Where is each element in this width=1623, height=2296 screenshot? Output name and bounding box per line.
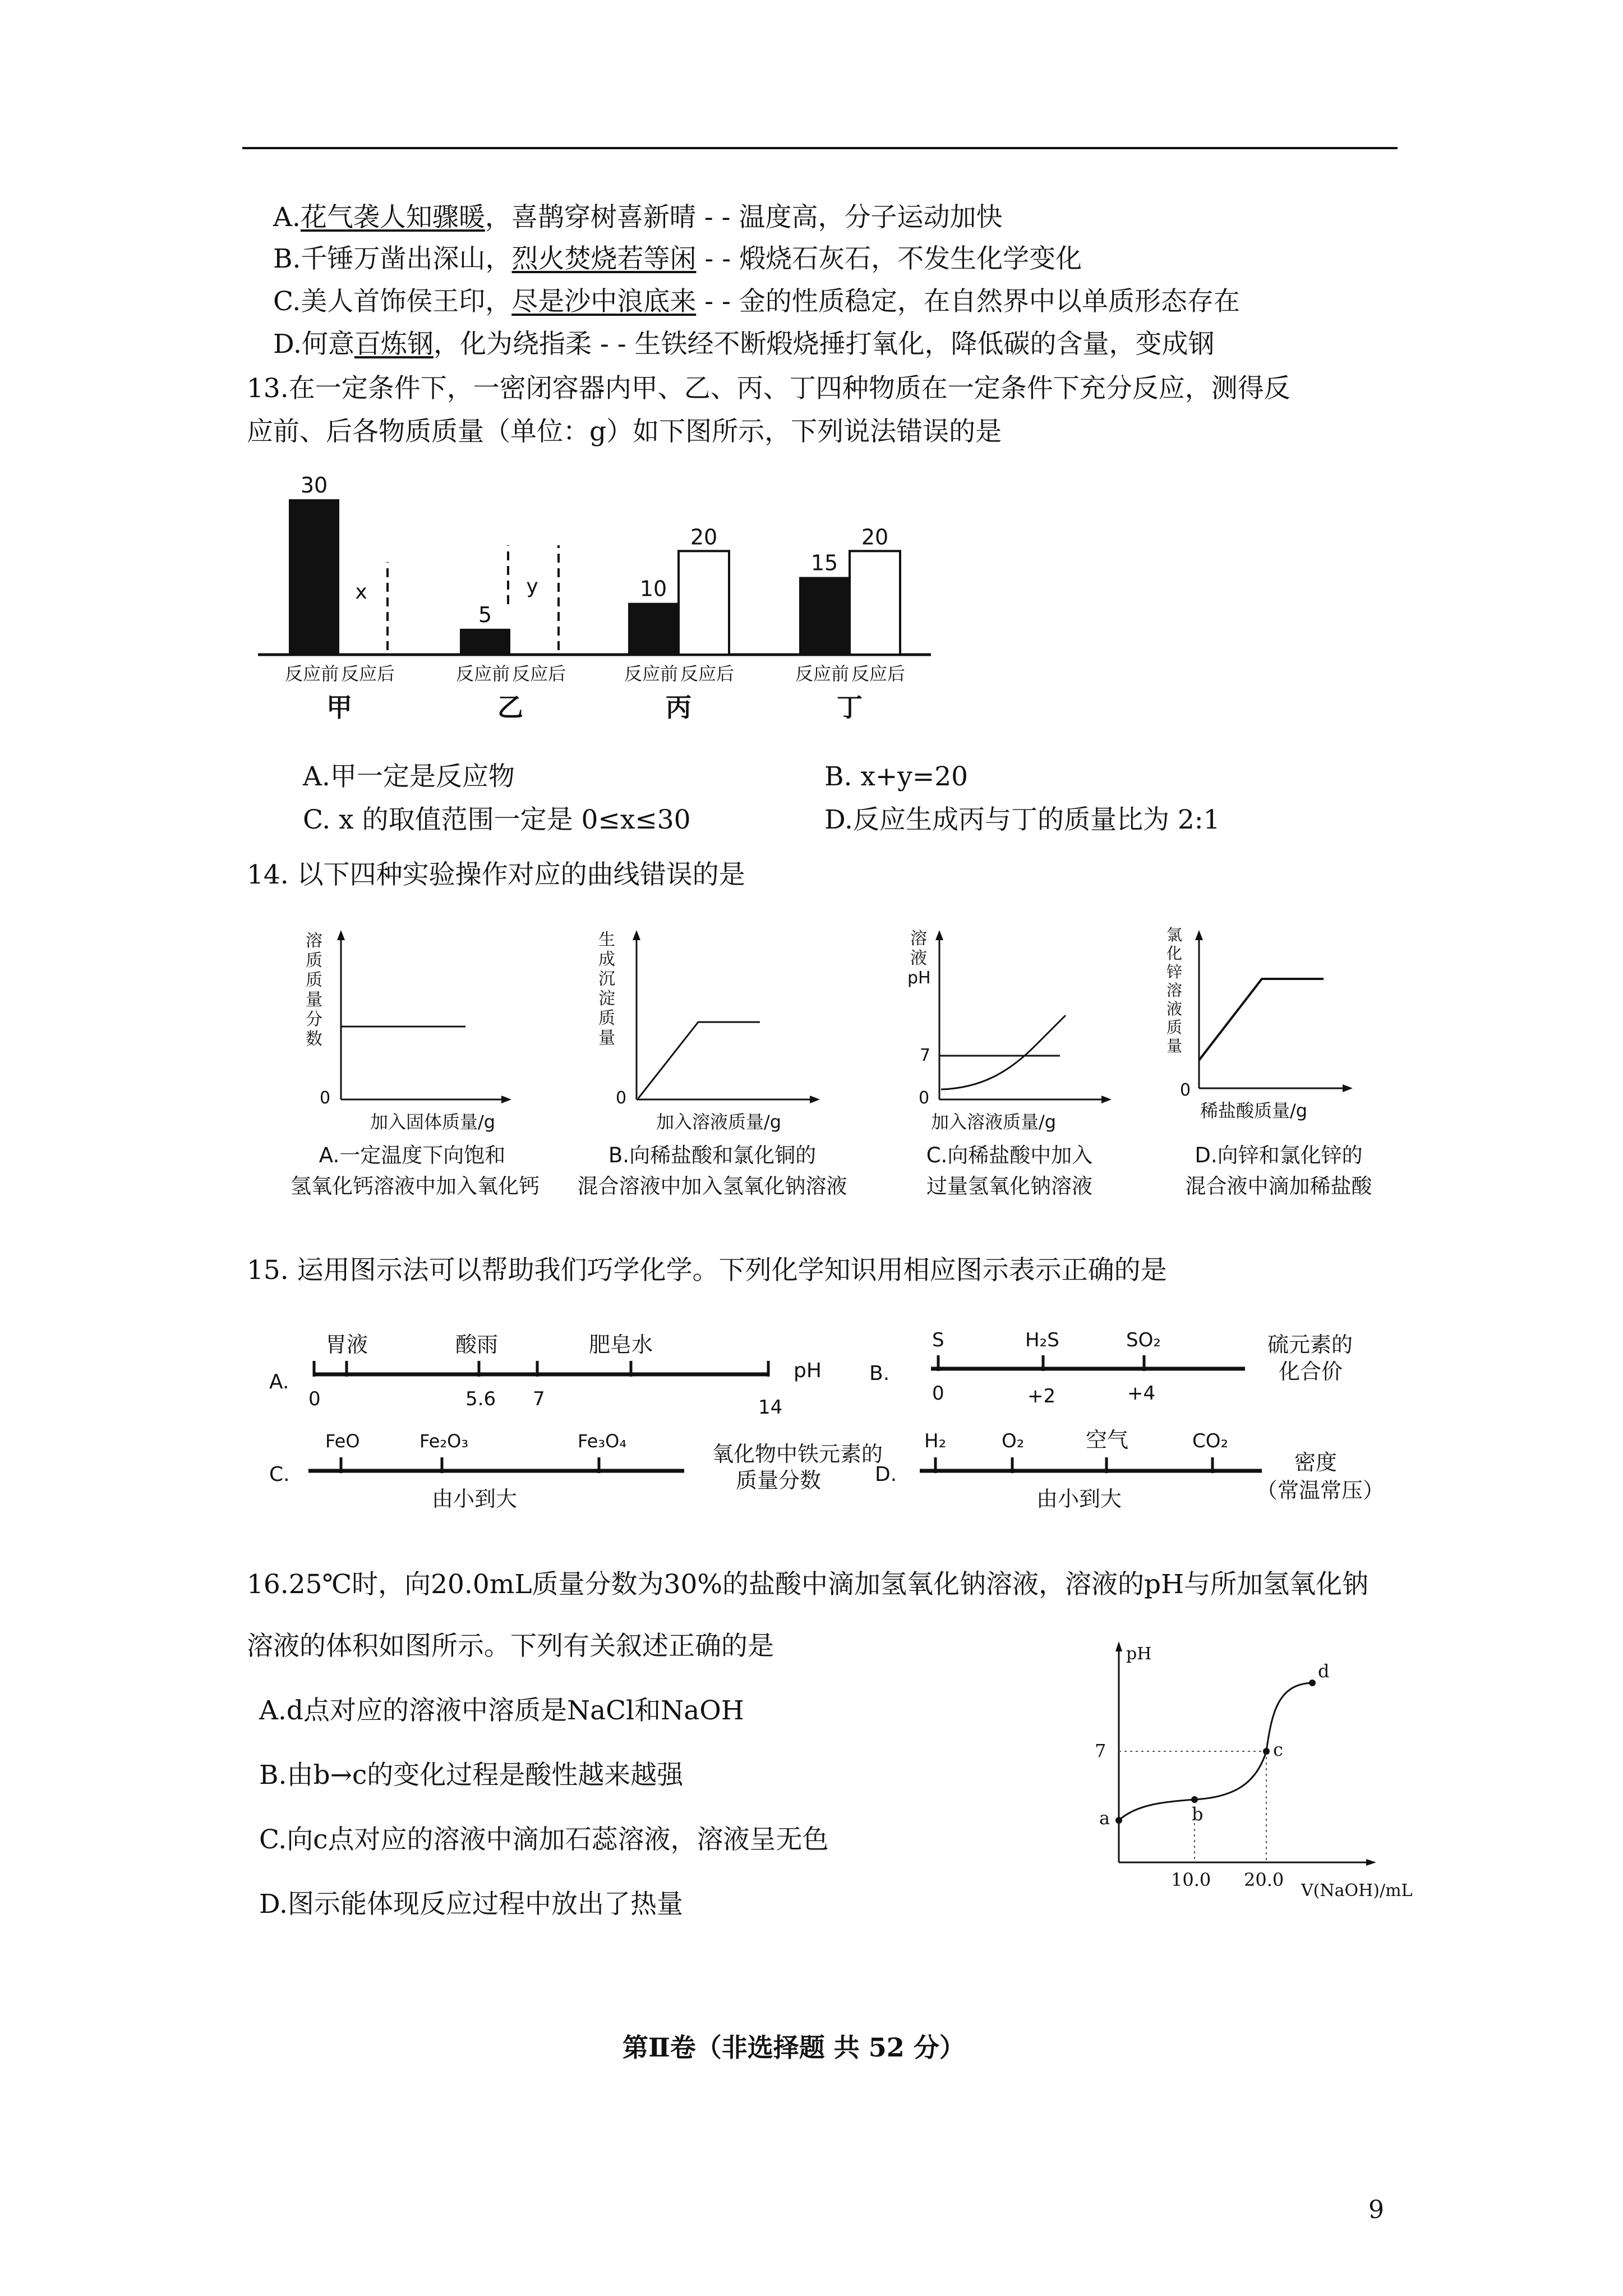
- sublabel-before-0: 反应前: [284, 663, 339, 684]
- q15-d-item-2: 空气: [1086, 1428, 1129, 1452]
- q15-c-title-1: 氧化物中铁元素的: [712, 1442, 883, 1466]
- bar-before-3: [799, 577, 850, 655]
- q15-diagrams: [247, 1307, 1413, 1526]
- graph-d-xlabel: 稀盐酸质量/g: [1200, 1100, 1308, 1121]
- graph-c-ylabel: 溶 液 pH: [907, 929, 931, 988]
- q15-a-item-1: 酸雨: [455, 1332, 499, 1357]
- q16-stem-line1: 16.25℃时，向20.0mL质量分数为30%的盐酸中滴加氢氧化钠溶液，溶液的pH与所加氢氧化钠: [247, 1569, 1369, 1600]
- q15-a-item-0: 胃液: [325, 1332, 368, 1357]
- sublabel-before-2: 反应前: [624, 663, 679, 684]
- graph16-ylabel: pH: [1126, 1644, 1152, 1664]
- q15-d-order: 由小到大: [1036, 1487, 1122, 1511]
- graph-b-ylabel: 生 成 沉 淀 质 量: [598, 930, 615, 1048]
- graph-a-caption-1: A.一定温度下向饱和: [319, 1143, 506, 1167]
- q15-c-label: C.: [269, 1463, 290, 1486]
- bar-before-1: [460, 629, 510, 655]
- q13-bar-chart: [247, 460, 953, 723]
- q12-option-c: C.美人首饰侯王印，尽是沙中浪底来 - - 金的性质稳定，在自然界中以单质形态存在: [273, 286, 1240, 317]
- q15-b-title-2: 化合价: [1279, 1359, 1343, 1384]
- q16-ph-graph: [1077, 1627, 1436, 1918]
- value-label-before-1: 5: [478, 602, 492, 627]
- sublabel-after-1: 反应后: [511, 663, 566, 684]
- q15-b-title-1: 硫元素的: [1267, 1332, 1353, 1357]
- q15-a-tick-2: 7: [533, 1388, 545, 1410]
- sublabel-before-3: 反应前: [795, 663, 850, 684]
- bar-after-3: [850, 551, 900, 655]
- q16-option-d: D.图示能体现反应过程中放出了热量: [259, 1889, 683, 1920]
- graph16-label-a: a: [1099, 1807, 1110, 1829]
- graph16-label-c: c: [1273, 1739, 1283, 1760]
- q15-d-title-2: （常温常压）: [1256, 1478, 1385, 1503]
- q15-b-item-1: H₂S: [1025, 1329, 1059, 1351]
- q14-graph-a: [292, 926, 544, 1133]
- graph-a-ylabel: 溶 质 质 量 分 数: [306, 931, 322, 1049]
- q15-d-title-1: 密度: [1294, 1450, 1338, 1475]
- q16-stem-line2: 溶液的体积如图所示。下列有关叙述正确的是: [247, 1631, 774, 1662]
- graph-d-caption-1: D.向锌和氯化锌的: [1195, 1143, 1363, 1167]
- category-label-1: 乙: [497, 692, 523, 723]
- q15-c-title-2: 质量分数: [736, 1468, 822, 1493]
- q14-stem: 14. 以下四种实验操作对应的曲线错误的是: [247, 859, 745, 890]
- graph-b-origin: 0: [616, 1088, 627, 1108]
- point-a: [1115, 1817, 1122, 1824]
- q15-b-tick-1: +2: [1027, 1385, 1056, 1407]
- graph-b-xlabel: 加入溶液质量/g: [656, 1111, 782, 1133]
- category-label-0: 甲: [326, 692, 352, 723]
- category-label-3: 丁: [837, 692, 863, 723]
- q15-d-item-3: CO₂: [1192, 1430, 1229, 1452]
- q12-option-d: D.何意百炼钢，化为绕指柔 - - 生铁经不断煅烧捶打氧化，降低碳的含量，变成钢: [273, 329, 1215, 360]
- q12-option-a: A.花气袭人知骤暖，喜鹊穿树喜新晴 - - 温度高，分子运动加快: [273, 202, 1003, 233]
- graph16-y7: 7: [1095, 1740, 1106, 1761]
- value-label-before-2: 10: [639, 576, 667, 601]
- q15-c-item-2: Fe₃O₄: [578, 1430, 627, 1452]
- category-label-2: 丙: [666, 692, 691, 723]
- page-number: 9: [1368, 2196, 1384, 2224]
- graph-c-xlabel: 加入溶液质量/g: [931, 1111, 1057, 1133]
- sublabel-after-3: 反应后: [851, 663, 906, 684]
- q15-a-tick-3: 14: [758, 1396, 783, 1419]
- bar-before-2: [628, 603, 679, 655]
- graph-a-caption-2: 氢氧化钙溶液中加入氧化钙: [291, 1174, 540, 1198]
- value-label-after-0: x: [355, 581, 367, 604]
- graph-d-caption-2: 混合液中滴加稀盐酸: [1185, 1174, 1372, 1198]
- value-label-before-3: 15: [810, 550, 838, 576]
- q15-a-label: A.: [269, 1370, 289, 1393]
- graph16-xlabel: V(NaOH)/mL: [1301, 1881, 1413, 1901]
- graph-c-origin: 0: [919, 1088, 930, 1108]
- bar-before-0: [289, 499, 339, 655]
- section-title: 第Ⅱ卷（非选择题 共 52 分）: [623, 2032, 965, 2063]
- graph-a-xlabel: 加入固体质量/g: [370, 1111, 496, 1133]
- q14-graph-c: [897, 926, 1133, 1133]
- sublabel-before-1: 反应前: [455, 663, 510, 684]
- curve-c: [941, 1015, 1066, 1089]
- q15-b-item-0: S: [932, 1329, 944, 1351]
- q15-b-tick-2: +4: [1127, 1382, 1156, 1405]
- q15-b-label: B.: [869, 1362, 890, 1385]
- curve-d: [1199, 979, 1324, 1060]
- q13-option-a: A.甲一定是反应物: [303, 761, 515, 792]
- q15-stem: 15. 运用图示法可以帮助我们巧学化学。下列化学知识用相应图示表示正确的是: [247, 1255, 1167, 1286]
- q13-stem-line2: 应前、后各物质质量（单位：g）如下图所示，下列说法错误的是: [247, 416, 1002, 447]
- q16-option-c: C.向c点对应的溶液中滴加石蕊溶液，溶液呈无色: [259, 1824, 829, 1855]
- q15-a-tick-0: 0: [308, 1388, 321, 1410]
- q13-option-c: C. x 的取值范围一定是 0≤x≤30: [303, 804, 691, 835]
- header-rule: [242, 147, 1398, 149]
- q16-option-a: A.d点对应的溶液中溶质是NaCl和NaOH: [259, 1695, 744, 1726]
- q14-graph-d: [1155, 926, 1391, 1128]
- q16-option-b: B.由b→c的变化过程是酸性越来越强: [259, 1760, 684, 1791]
- q15-b-item-2: SO₂: [1126, 1329, 1161, 1351]
- q13-stem-line1: 13.在一定条件下，一密闭容器内甲、乙、丙、丁四种物质在一定条件下充分反应，测得反: [247, 373, 1290, 404]
- graph-c-mark7: 7: [920, 1046, 931, 1065]
- point-b: [1191, 1796, 1198, 1803]
- q15-c-item-0: FeO: [325, 1430, 360, 1452]
- q15-a-item-2: 肥皂水: [589, 1332, 653, 1357]
- value-label-after-3: 20: [861, 524, 889, 550]
- value-label-after-2: 20: [690, 524, 718, 550]
- graph-d-ylabel: 氯 化 锌 溶 液 质 量: [1166, 926, 1182, 1055]
- graph-c-caption-1: C.向稀盐酸中加入: [926, 1143, 1093, 1167]
- graph16-x2: 20.0: [1244, 1869, 1284, 1890]
- point-d: [1309, 1680, 1316, 1686]
- graph16-label-b: b: [1192, 1803, 1204, 1825]
- curve-b: [638, 1022, 760, 1098]
- q15-d-item-0: H₂: [924, 1430, 947, 1452]
- q15-d-label: D.: [875, 1463, 897, 1486]
- q15-c-order: 由小到大: [432, 1487, 518, 1511]
- bar-after-2: [679, 551, 729, 655]
- sublabel-after-2: 反应后: [680, 663, 735, 684]
- q13-option-b: B. x+y=20: [824, 761, 969, 792]
- value-label-before-0: 30: [300, 473, 328, 498]
- graph-c-caption-2: 过量氢氧化钠溶液: [926, 1174, 1092, 1198]
- q15-c-item-1: Fe₂O₃: [419, 1430, 469, 1452]
- q15-a-unit: pH: [794, 1359, 822, 1382]
- sublabel-after-0: 反应后: [340, 663, 395, 684]
- graph-a-origin: 0: [320, 1088, 331, 1108]
- q15-b-tick-0: 0: [932, 1382, 944, 1405]
- q15-a-tick-1: 5.6: [465, 1388, 496, 1410]
- graph-b-caption-1: B.向稀盐酸和氯化铜的: [608, 1143, 817, 1167]
- value-label-after-1: y: [526, 575, 538, 598]
- graph-b-caption-2: 混合溶液中加入氢氧化钠溶液: [577, 1174, 847, 1198]
- q12-option-b: B.千锤万凿出深山，烈火焚烧若等闲 - - 煅烧石灰石，不发生化学变化: [273, 243, 1082, 274]
- q13-option-d: D.反应生成丙与丁的质量比为 2:1: [824, 804, 1220, 835]
- q15-d-item-1: O₂: [1002, 1430, 1025, 1452]
- graph-d-origin: 0: [1180, 1080, 1191, 1100]
- point-c: [1263, 1748, 1270, 1755]
- q14-graph-b: [589, 926, 847, 1133]
- graph16-x1: 10.0: [1171, 1869, 1211, 1890]
- graph16-label-d: d: [1318, 1660, 1330, 1682]
